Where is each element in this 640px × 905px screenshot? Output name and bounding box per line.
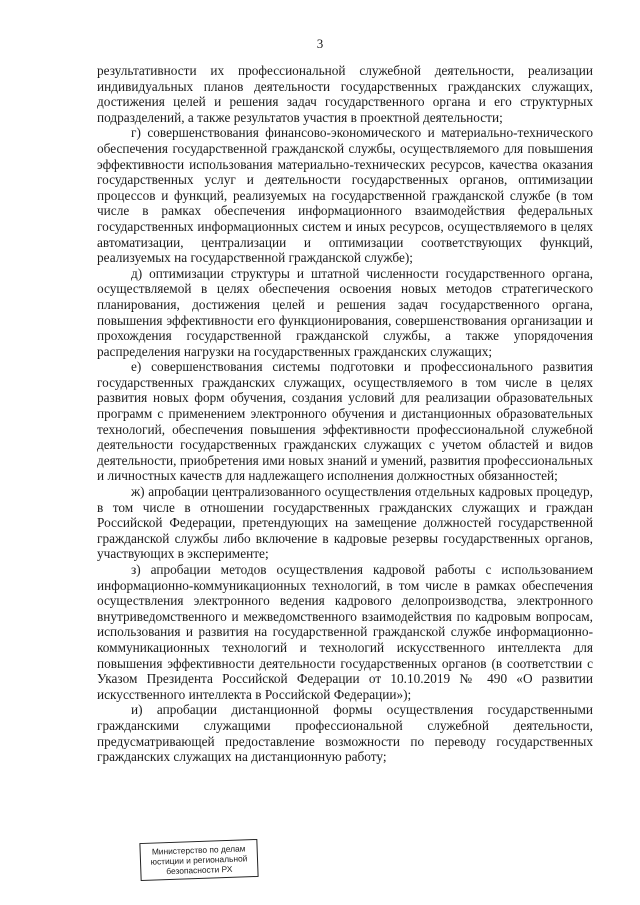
document-body: [97, 63, 593, 765]
ministry-stamp: [139, 839, 258, 881]
page-number: 3: [316, 36, 324, 51]
stamp-line: Министерство по делам: [151, 843, 246, 857]
paragraph-item-zh: ж) апробации централизованного осуществления отдельных кадровых процедур, в том числе в отношении государственных гражданских служащих и граждан Российской Федерации, претендующих на замещение должностей государственной гражданской службы либо включение в кадровые резервы государственных органов, участвующих в эксперименте;: [97, 484, 593, 562]
stamp-line: юстиции и региональной: [150, 853, 248, 867]
paragraph-continuation: результативности их профессиональной служебной деятельности, реализации индивидуальных планов деятельности государственных гражданских служащих, достижения целей и решения задач государственного органа и его структурных подразделений, а также результатов участия в проектной деятельности;: [97, 63, 593, 125]
paragraph-item-e: е) совершенствования системы подготовки и профессионального развития государственных гражданских служащих, осуществляемого в том числе в целях развития новых форм обучения, создания условий для реализации образовательных программ с применением электронного обучения и дистанционных образовательных технологий, обеспечения повышения эффективности профессиональной служебной деятельности государственных гражданских служащих с учетом областей и видов деятельности, приобретения ими новых знаний и умений, развития профессиональных и личностных качеств для надлежащего исполнения должностных обязанностей;: [97, 359, 593, 484]
paragraph-item-z: з) апробации методов осуществления кадровой работы с использованием информационно-коммуникационных технологий, в том числе в рамках обеспечения осуществления электронного ведения кадрового делопроизводства, электронного внутриведомственного и межведомственного взаимодействия по кадровым вопросам, использования и развития на государственной гражданской службе информационно-коммуникационных технологий и технологий искусственного интеллекта для повышения эффективности деятельности государственных органов (в соответствии с Указом Президента Российской Федерации от 10.10.2019 № 490 «О развитии искусственного интеллекта в Российской Федерации»);: [97, 562, 593, 702]
paragraph-item-g: г) совершенствования финансово-экономического и материально-технического обеспечения государственной гражданской службы, осуществляемого для повышения эффективности использования материально-технических ресурсов, качества оказания государственных услуг и деятельности государственных органов, оптимизации процессов и функций, реализуемых на государственной гражданской службе (в том числе в рамках обеспечения информационного взаимодействия федеральных государственных информационных систем и иных ресурсов, осуществляемого в целях автоматизации, централизации и оптимизации соответствующих функций, реализуемых на государственной гражданской службе);: [97, 125, 593, 266]
paragraph-item-d: д) оптимизации структуры и штатной численности государственного органа, осуществляемой в целях обеспечения освоения новых методов стратегического планирования, достижения целей и решения задач государственного органа, повышения эффективности его функционирования, совершенствования организации и прохождения государственной гражданской службы, а также упорядочения распределения нагрузки на государственных гражданских служащих;: [97, 265, 593, 359]
stamp-line: безопасности РХ: [166, 863, 233, 877]
paragraph-item-i: и) апробации дистанционной формы осуществления государственными гражданскими служащими профессиональной служебной деятельности, предусматривающей предоставление возможности по переводу государственных гражданских служащих на дистанционную работу;: [97, 702, 593, 765]
